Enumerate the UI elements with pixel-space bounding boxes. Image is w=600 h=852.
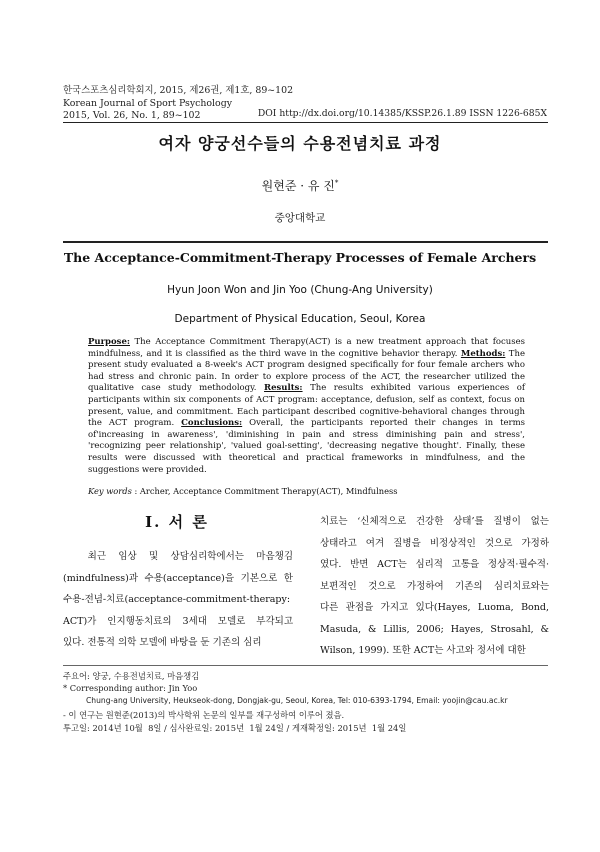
corresponding-mark: * [334,179,339,187]
keywords-label: Key words [88,486,132,496]
keywords-text: : Archer, Acceptance Commitment Therapy(ACT), Mindfulness [131,486,398,496]
body-line: Masuda, & Lillis, 2006; Hayes, Strosahl, & [320,623,549,635]
body-column-left [63,546,293,654]
body-line: 였다. 반면 ACT는 심리적 고통을 정상적·필수적· [320,559,549,570]
body-column-right [320,511,549,662]
abstract-conclusions-label: Conclusions: [181,418,243,429]
abstract-methods-label: Methods: [460,348,506,359]
body-line: 보편적인 것으로 가정하여 기존의 심리치료와는 [320,580,549,592]
body-line: 치료는 ‘신체적으로 건강한 상태’를 질병이 없는 [320,516,549,527]
affiliation-korean: 중앙대학교 [274,212,326,224]
header-rule [63,122,548,123]
body-line: ACT)가 인지행동치료의 3세대 모델로 부각되고 [63,615,293,627]
abstract-results-text: The results exhibited various experiences of participants within six components of ACT program: acceptance, defusion, self as context, focus on present, value, and commitment. Each participant described cognitive-behavioral changes through the ACT program. [88,383,526,429]
authors-korean [0,177,600,194]
authors-english: Hyun Joon Won and Jin Yoo (Chung-Ang University) [167,284,433,296]
footnote-keywords-kr: 주요어: 양궁, 수용전념치료, 마음챙김 [63,671,200,681]
keywords [88,486,398,496]
footnote-corresponding: * Corresponding author: Jin Yoo [63,683,198,693]
footnote-address: Chung-ang University, Heukseok-dong, Dongjak-gu, Seoul, Korea, Tel: 010-6393-1794, Email: yoojin@cau.ac.kr [86,696,508,705]
title-english: The Acceptance-Commitment-Therapy Processes of Female Archers [63,250,537,265]
title-korean: 여자 양궁선수들의 수용전념치료 과정 [158,134,442,153]
doi-issn: DOI http://dx.doi.org/10.14385/KSSP.26.1.89 ISSN 1226-685X [257,108,547,119]
title-rule [63,241,548,243]
body-line: 있다. 전통적 의학 모델에 바탕을 둔 기존의 심리 [63,637,262,648]
abstract-purpose-text: The Acceptance Commitment Therapy(ACT) is a new treatment approach that focuses mindfulness, and it is classified as the third wave in the cognitive behavior therapy. [88,337,525,359]
journal-header-en-name: Korean Journal of Sport Psychology [63,98,232,109]
body-line: (mindfulness)과 수용(acceptance)을 기본으로 한 [63,572,293,584]
footnote-note: - 이 연구는 원현준(2013)의 박사학위 논문의 일부를 재구성하여 이루어 졌음. [63,710,345,720]
body-line: 수용-전념-치료(acceptance-commitment-therapy: [63,594,291,605]
body-line: Wilson, 1999). 또한 ACT는 사고와 정서에 대한 [320,645,526,656]
journal-header-en-volume: 2015, Vol. 26, No. 1, 89~102 [63,110,201,121]
abstract [88,337,525,476]
journal-header-kr: 한국스포츠심리학회지, 2015, 제26권, 제1호, 89~102 [63,85,294,96]
abstract-results-label: Results: [264,383,303,394]
abstract-purpose-label: Purpose: [88,337,130,347]
body-line: 상태라고 여겨 질병을 비정상적인 것으로 가정하 [320,537,549,549]
footnote-rule [63,665,548,666]
abstract-methods-text: The present study evaluated a 8-week's ACT program designed specifically for four female archers who had stress and chronic pain. In order to explore process of the ACT, the researcher utilized the qualitative case study methodology. [88,348,525,394]
department-english: Department of Physical Education, Seoul, Korea [174,313,426,325]
authors-korean-names: 원현준 · 유 진 [261,179,335,193]
body-line: 다른 관점을 가지고 있다(Hayes, Luoma, Bond, [320,602,549,613]
body-line: 최근 임상 및 상담심리학에서는 마음챙김 [63,551,293,562]
abstract-conclusions-text: Overall, the participants reported their changes in terms of'increasing in awareness', 'diminishing in pain and stress diminishing pain and stress', 'recognizing peer relationship', 'valued goal-setting', 'decreasing negative thought'. Finally, these results were discussed with theoretical and practical frameworks in mindfulness, and the suggestions were provided. [88,418,526,475]
section-title: I. 서 론 [145,513,209,531]
footnote-dates: 투고일: 2014년 10월 8일 / 심사완료일: 2015년 1월 24일 / 게재확정일: 2015년 1월 24일 [63,723,407,733]
